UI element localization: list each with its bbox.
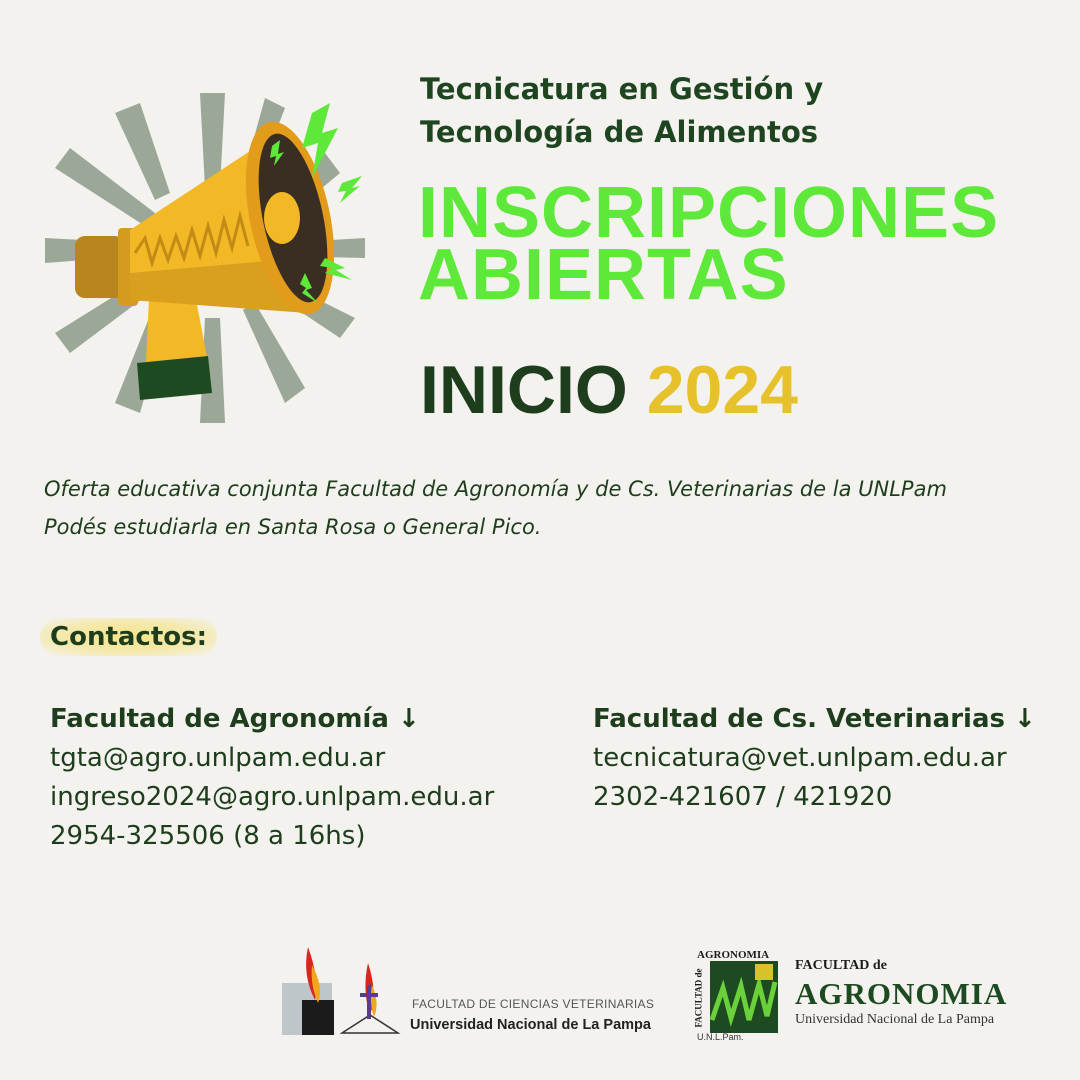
vet-logo-icon [280, 945, 410, 1040]
megaphone-illustration [40, 88, 380, 428]
contact-agronomia-phone[interactable]: 2954-325506 (8 a 16hs) [50, 821, 366, 851]
agro-seal-top: AGRONOMIA [697, 949, 770, 961]
program-title [420, 68, 1040, 154]
contact-agronomia-email-1[interactable]: tgta@agro.unlpam.edu.ar [50, 743, 386, 773]
contact-veterinarias [593, 700, 1063, 817]
contact-veterinarias-email[interactable]: tecnicatura@vet.unlpam.edu.ar [593, 743, 1007, 773]
vet-logo [280, 945, 680, 1045]
contact-agronomia [50, 700, 550, 856]
program-title-line1: Tecnicatura en Gestión y [420, 72, 824, 106]
agro-seal-bottom: U.N.L.Pam. [697, 1032, 744, 1042]
start-label: INICIO [420, 352, 628, 428]
intro-text [44, 470, 1054, 546]
intro-line2: Podés estudiarla en Santa Rosa o General Pico. [44, 515, 542, 539]
contact-agronomia-email-2[interactable]: ingreso2024@agro.unlpam.edu.ar [50, 782, 495, 812]
agro-logo-university: Universidad Nacional de La Pampa [795, 1012, 995, 1027]
vet-logo-faculty: FACULTAD DE CIENCIAS VETERINARIAS [412, 997, 655, 1011]
contacts-title: Contactos: [40, 618, 217, 656]
headline [418, 173, 1058, 315]
headline-line2: ABIERTAS [418, 235, 789, 315]
intro-line1: Oferta educativa conjunta Facultad de Agronomía y de Cs. Veterinarias de la UNLPam [44, 477, 947, 501]
agro-logo-faculty: FACULTAD de [795, 958, 887, 973]
agro-logo [695, 948, 1055, 1048]
start-year [420, 352, 798, 428]
contact-veterinarias-heading: Facultad de Cs. Veterinarias ↓ [593, 704, 1036, 734]
vet-logo-university: Universidad Nacional de La Pampa [410, 1017, 651, 1033]
contact-agronomia-heading: Facultad de Agronomía ↓ [50, 704, 420, 734]
agro-logo-name: AGRONOMIA [795, 976, 1008, 1011]
agro-seal-side: FACULTAD de [693, 968, 704, 1028]
contact-veterinarias-phone[interactable]: 2302-421607 / 421920 [593, 782, 893, 812]
start-year-value: 2024 [646, 352, 798, 428]
program-title-line2: Tecnología de Alimentos [420, 115, 819, 149]
headline-line1: INSCRIPCIONES [418, 173, 1000, 253]
